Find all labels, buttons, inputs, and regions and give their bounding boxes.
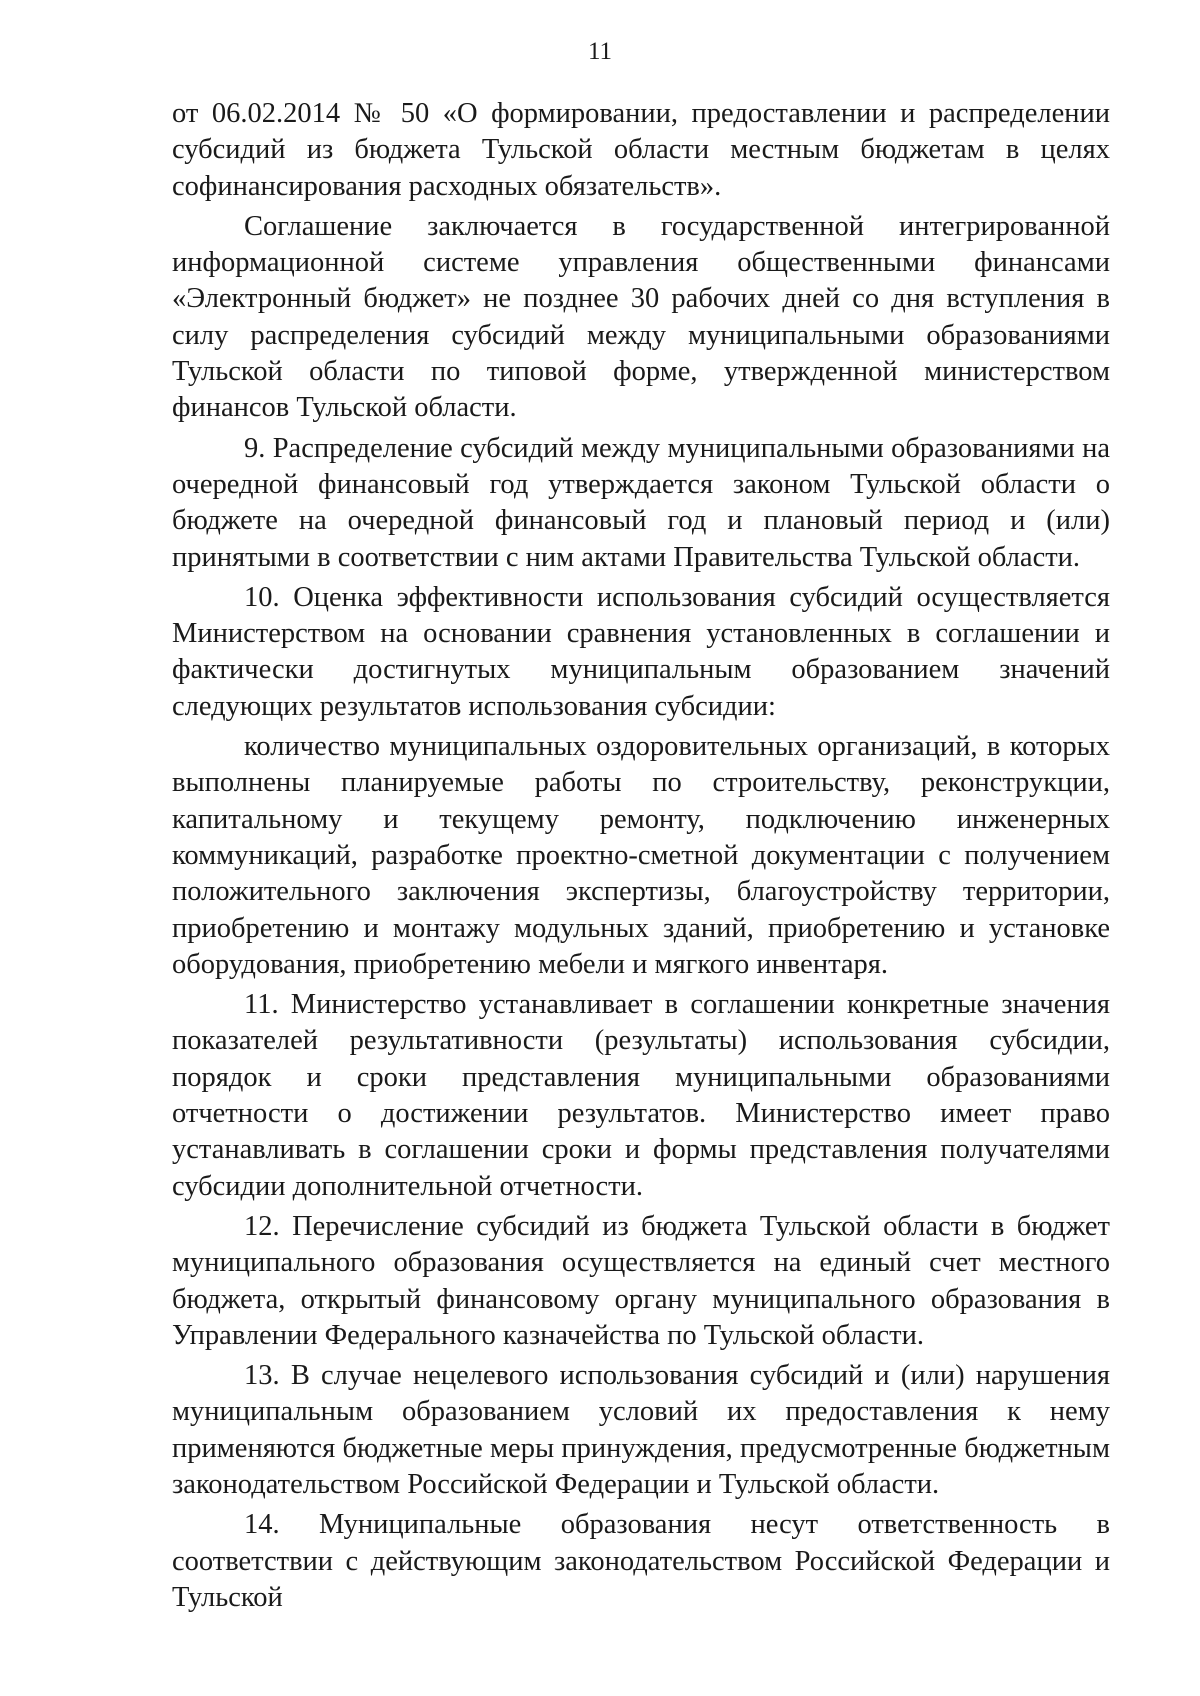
paragraph-agreement: Соглашение заключается в государственной интегрированной информационной системе управления общественными финансами «Электронный бюджет» не позднее 30 рабочих дней со дня вступления в силу распределения субсидий между муниципальными образованиями Тульской области по типовой форме, утвержденной министерством финансов Тульской области. — [172, 210, 1110, 424]
paragraph-item-11: 11. Министерство устанавливает в соглашении конкретные значения показателей результативности (результаты) использования субсидии, порядок и сроки представления муниципальными образованиями отчетности о достижении результатов. Министерство имеет право устанавливать в соглашении сроки и формы представления получателями субсидии дополнительной отчетности. — [172, 989, 1110, 1202]
paragraph-item-12: 12. Перечисление субсидий из бюджета Тульской области в бюджет муниципального образования осуществляется на единый счет местного бюджета, открытый финансовому органу муниципального образования в Управлении Федерального казначейства по Тульской области. — [172, 1210, 1110, 1351]
paragraph-results-indicator: количество муниципальных оздоровительных организаций, в которых выполнены планируемые работы по строительству, реконструкции, капитальному и текущему ремонту, подключению инженерных коммуникаций, разработке проектно-сметной документации с получением положительного заключения экспертизы, благоустройству территории, приобретению и монтажу модульных зданий, приобретению и установке оборудования, приобретению мебели и мягкого инвентаря. — [172, 731, 1110, 980]
paragraph-item-10: 10. Оценка эффективности использования субсидий осуществляется Министерством на основании сравнения установленных в соглашении и фактически достигнутых муниципальным образованием значений следующих результатов использования субсидии: — [172, 581, 1110, 722]
paragraph-continuation: от 06.02.2014 № 50 «О формировании, предоставлении и распределении субсидий из бюджета Тульской области местным бюджетам в целях софинансирования расходных обязательств». — [172, 98, 1110, 202]
paragraph-item-9: 9. Распределение субсидий между муниципальными образованиями на очередной финансовый год утверждается законом Тульской области о бюджете на очередной финансовый год и плановый период и (или) принятыми в соответствии с ним актами Правительства Тульской области. — [172, 432, 1110, 573]
paragraph-item-14: 14. Муниципальные образования несут ответственность в соответствии с действующим законодательством Российской Федерации и Тульской — [172, 1509, 1110, 1613]
page-number: 11 — [587, 38, 613, 65]
document-body — [172, 96, 1110, 1620]
paragraph-item-13: 13. В случае нецелевого использования субсидий и (или) нарушения муниципальным образованием условий их предоставления к нему применяются бюджетные меры принуждения, предусмотренные бюджетным законодательством Российской Федерации и Тульской области. — [172, 1360, 1110, 1500]
